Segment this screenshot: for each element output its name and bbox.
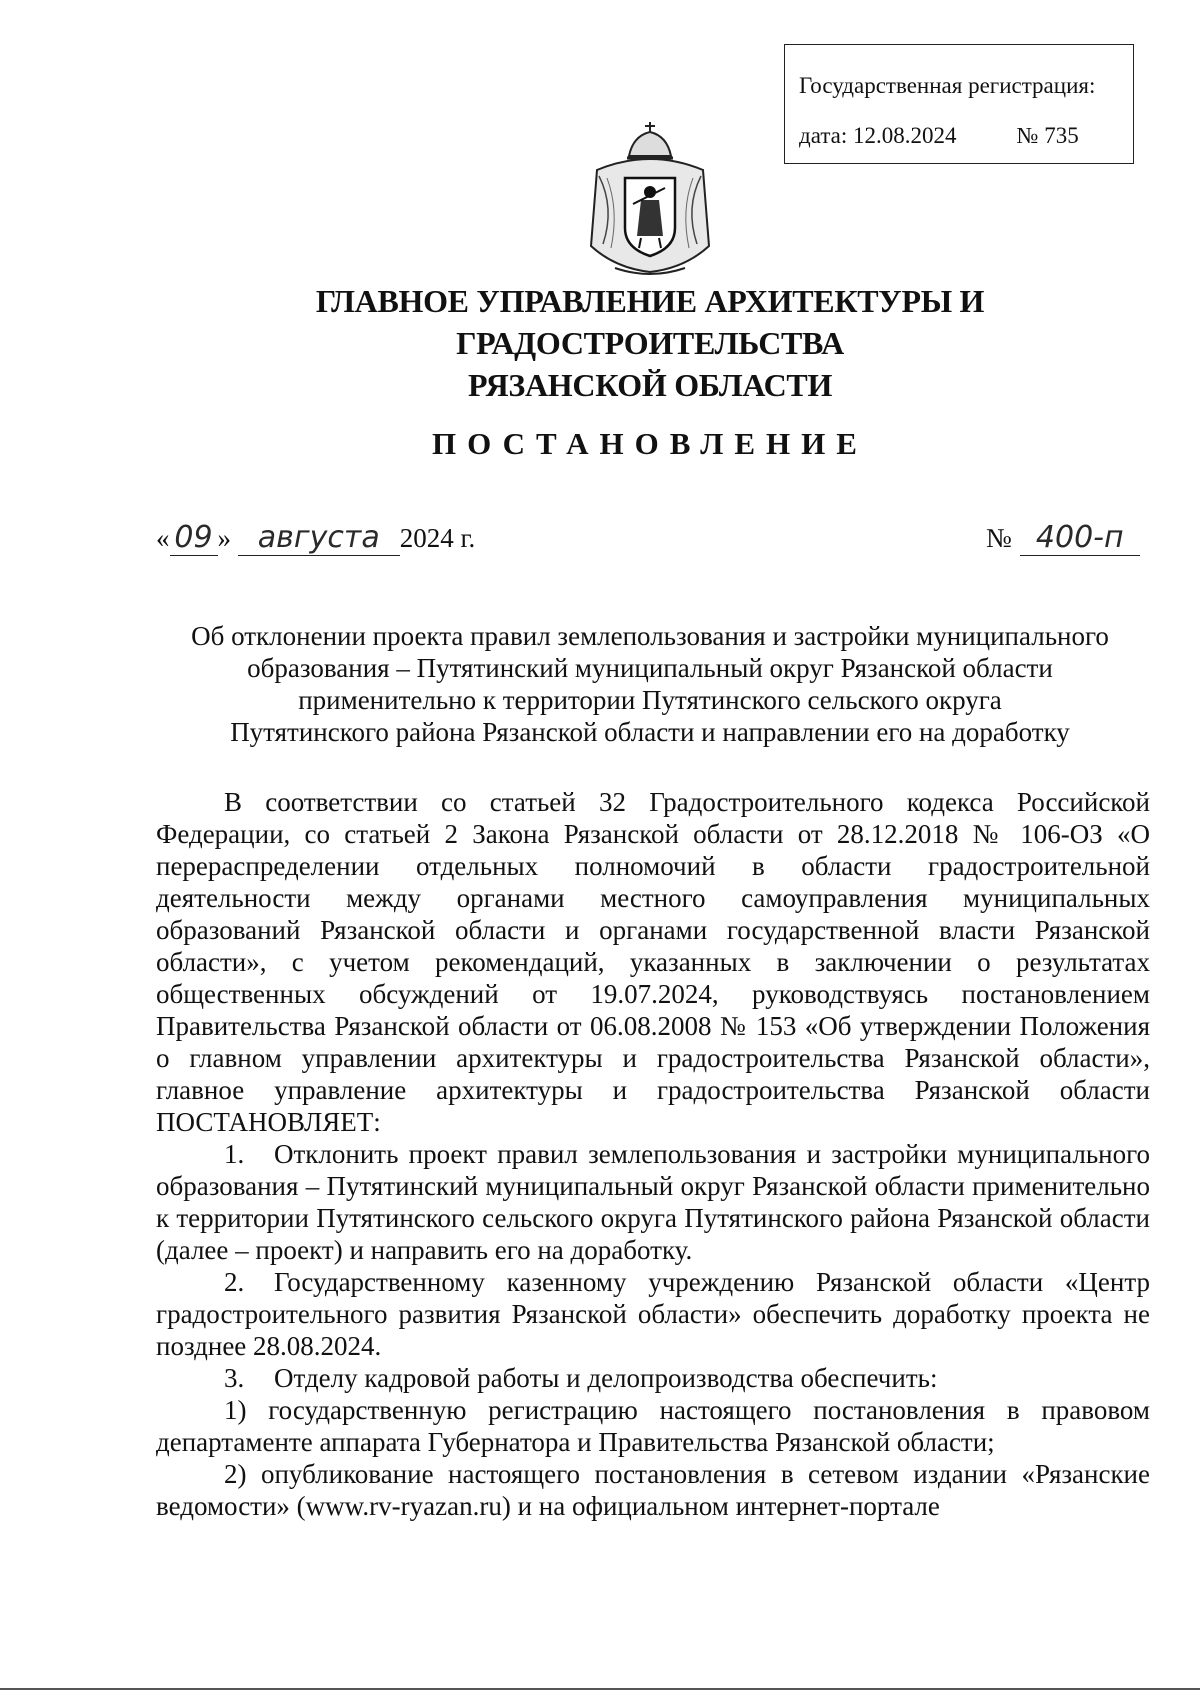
- number-value: 400-п: [1020, 520, 1140, 556]
- date-month: августа: [238, 520, 400, 556]
- item-number: 2.: [224, 1267, 245, 1297]
- sub-item: 2) опубликование настоящего постановления в сетевом издании «Рязанские ведомости» (www.rv-ryazan.ru) и на официальном интернет-портале: [156, 1459, 1150, 1521]
- subject-line: образования – Путятинский муниципальный округ Рязанской области: [247, 653, 1053, 683]
- item-number: 1.: [224, 1139, 245, 1169]
- document-type: ПОСТАНОВЛЕНИЕ: [432, 426, 868, 461]
- sub-item: 1) государственную регистрацию настоящего постановления в правовом департаменте аппарата Губернатора и Правительства Рязанской области;: [156, 1395, 1150, 1457]
- subject-line: Об отклонении проекта правил землепользования и застройки муниципального: [191, 621, 1109, 651]
- item-text: Отклонить проект правил землепользования и застройки муниципального образования – Путятинский муниципальный округ Рязанской области применительно к территории Путятинского сельского округа Путятинского района Рязанской области (далее – проект) и направить его на доработку.: [156, 1139, 1150, 1265]
- subject-line: Путятинского района Рязанской области и направлении его на доработку: [230, 717, 1070, 747]
- preamble-paragraph: В соответствии со статьей 32 Градостроительного кодекса Российской Федерации, со статьей 2 Закона Рязанской области от 28.12.2018 № 106-ОЗ «О перераспределении отдельных полномочий в области градостроительной деятельности между органами местного самоуправления муниципальных образований Рязанской области и органами государственной власти Рязанской области», с учетом рекомендаций, указанных в заключении о результатах общественных обсуждений от 19.07.2024, руководствуясь постановлением Правительства Рязанской области от 06.08.2008 № 153 «Об утверждении Положения о главном управлении архитектуры и градостроительства Рязанской области», главное управление архитектуры и градостроительства Рязанской области ПОСТАНОВЛЯЕТ:: [156, 787, 1150, 1137]
- document-body: [156, 786, 1150, 1522]
- agency-line-2: РЯЗАНСКОЙ ОБЛАСТИ: [467, 367, 833, 403]
- agency-name: [120, 280, 1180, 406]
- document-date: [156, 520, 475, 556]
- item-text: Отделу кадровой работы и делопроизводства обеспечить:: [274, 1363, 938, 1393]
- date-year: 2024 г.: [399, 523, 476, 553]
- date-open-quote: «: [156, 523, 170, 553]
- subject-line: применительно к территории Путятинского сельского округа: [298, 685, 1002, 715]
- registration-stamp: [784, 44, 1134, 164]
- item-number: 3.: [224, 1363, 245, 1393]
- page-bottom-edge: [0, 1688, 1200, 1690]
- document-subject: [150, 620, 1150, 748]
- date-close-quote: »: [217, 523, 231, 553]
- ryazan-coat-of-arms-icon: [585, 118, 715, 278]
- number-prefix: №: [986, 523, 1012, 553]
- item-text: Государственному казенному учреждению Рязанской области «Центр градостроительного развития Рязанской области» обеспечить доработку проекта не позднее 28.08.2024.: [156, 1267, 1150, 1361]
- registration-date: дата: 12.08.2024: [799, 123, 957, 148]
- numbered-item: [156, 1138, 1150, 1266]
- document-number: [986, 520, 1140, 556]
- numbered-item: [156, 1362, 1150, 1394]
- date-day: 09: [170, 520, 218, 556]
- agency-line-1: ГЛАВНОЕ УПРАВЛЕНИЕ АРХИТЕКТУРЫ И ГРАДОСТРОИТЕЛЬСТВА: [315, 283, 985, 361]
- registration-title: Государственная регистрация:: [799, 73, 1096, 98]
- registration-number: № 735: [1016, 123, 1079, 148]
- numbered-item: [156, 1266, 1150, 1362]
